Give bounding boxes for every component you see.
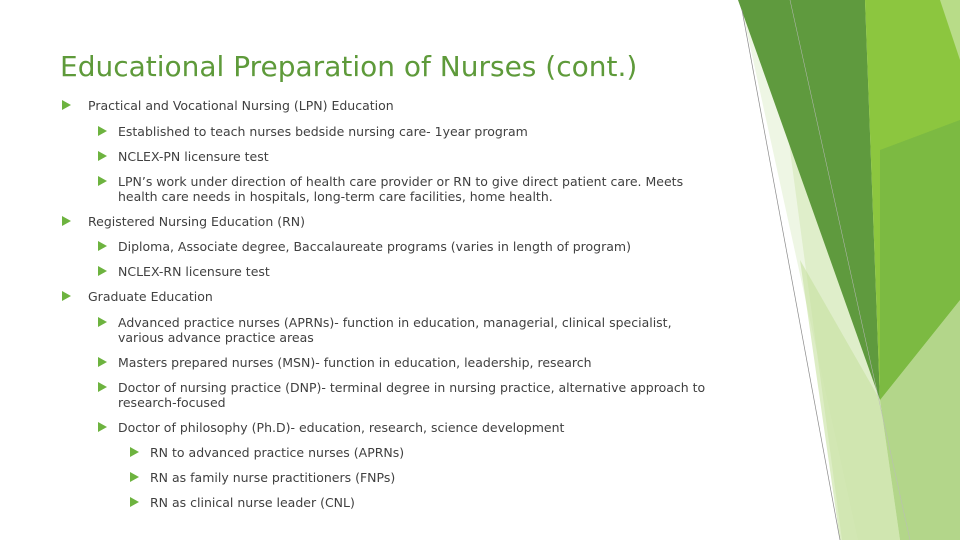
bullet-arrow-icon [62,291,71,301]
bullet-text: Diploma, Associate degree, Baccalaureate programs (varies in length of program) [118,239,631,254]
bullet-arrow-icon [98,266,107,276]
bullet-arrow-icon [62,100,71,110]
bullet-text: NCLEX-RN licensure test [118,264,270,279]
bullet-arrow-icon [62,216,71,226]
bullet-text: RN as clinical nurse leader (CNL) [150,495,355,510]
bullet-text: Advanced practice nurses (APRNs)- function in education, managerial, clinical specialist, various advance practice areas [118,315,672,345]
bullet-arrow-icon [130,497,139,507]
bullet-text: NCLEX-PN licensure test [118,149,269,164]
bullet-text: Registered Nursing Education (RN) [88,214,306,229]
bullet-arrow-icon [98,357,107,367]
bullet-text: Doctor of nursing practice (DNP)- terminal degree in nursing practice, alternative approach to research-focused [118,380,706,410]
bullet-arrow-icon [98,317,107,327]
bullet-text: LPN’s work under direction of health care provider or RN to give direct patient care. Meets health care needs in hospitals, long-term care facilities, home health. [118,174,684,204]
bullet-arrow-icon [98,126,107,136]
bullet-arrow-icon [98,176,107,186]
bullet-text: RN to advanced practice nurses (APRNs) [150,445,405,460]
slide-title: Educational Preparation of Nurses (cont.) [60,50,638,83]
bullet-text: Graduate Education [88,289,213,304]
bullet-text: Practical and Vocational Nursing (LPN) Education [88,98,394,113]
bullet-arrow-icon [130,472,139,482]
bullet-arrow-icon [130,447,139,457]
bullet-text: RN as family nurse practitioners (FNPs) [150,470,396,485]
bullet-arrow-icon [98,382,107,392]
bullet-text: Masters prepared nurses (MSN)- function in education, leadership, research [118,355,592,370]
bullet-arrow-icon [98,151,107,161]
bullet-text: Established to teach nurses bedside nursing care- 1year program [118,124,528,139]
bullet-arrow-icon [98,422,107,432]
bullet-text: Doctor of philosophy (Ph.D)- education, research, science development [118,420,565,435]
bullet-arrow-icon [98,241,107,251]
